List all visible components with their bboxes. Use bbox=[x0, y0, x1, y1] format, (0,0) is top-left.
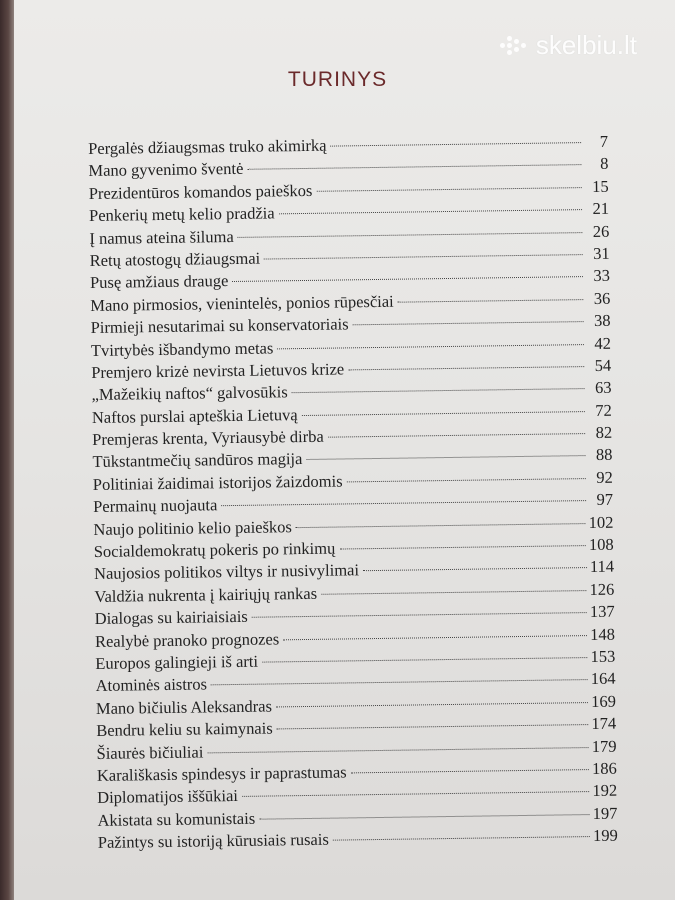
toc-entry-title: Realybė pranoko prognozes bbox=[94, 628, 280, 651]
toc-entry-title: Permainų nuojauta bbox=[93, 495, 218, 517]
dot-leader bbox=[221, 500, 586, 506]
toc-entry-title: Naujosios politikos viltys ir nusivylimai bbox=[93, 560, 360, 584]
toc-entry-page: 114 bbox=[589, 557, 615, 577]
toc-entry-page: 148 bbox=[590, 624, 616, 644]
watermark-text: skelbiu.lt bbox=[535, 30, 637, 60]
toc-entry-page: 197 bbox=[592, 803, 618, 823]
dot-leader bbox=[242, 791, 590, 797]
toc-entry-title: Naujo politinio kelio paieškos bbox=[93, 516, 293, 539]
toc-entry-title: Atominės aistros bbox=[95, 674, 208, 696]
dot-leader bbox=[279, 209, 582, 214]
toc-entry-page: 72 bbox=[595, 400, 612, 420]
toc-entry-title: Pusę amžiaus drauge bbox=[89, 271, 229, 293]
dot-leader bbox=[296, 523, 586, 528]
watermark-dots-icon bbox=[500, 36, 528, 56]
toc-entry-page: 7 bbox=[599, 131, 609, 151]
dot-leader bbox=[348, 366, 584, 370]
dot-leader bbox=[277, 724, 589, 729]
toc-entry-page: 186 bbox=[591, 758, 617, 778]
toc-entry-page: 192 bbox=[592, 781, 618, 801]
toc-entry-page: 21 bbox=[592, 198, 610, 219]
dot-leader bbox=[211, 679, 588, 685]
toc-entry-page: 169 bbox=[591, 691, 617, 711]
page-title: TURINYS bbox=[287, 68, 388, 91]
dot-leader bbox=[238, 232, 583, 238]
toc-entry-page: 174 bbox=[591, 713, 617, 734]
toc-entry-title: Socialdemokratų pokeris po rinkimų bbox=[93, 538, 336, 561]
toc-entry-page: 199 bbox=[592, 825, 618, 846]
toc-entry-page: 137 bbox=[589, 601, 615, 622]
toc-entry-title: Akistata su komunistais bbox=[97, 808, 256, 830]
toc-entry-page: 82 bbox=[595, 422, 613, 443]
toc-entry-page: 36 bbox=[593, 288, 611, 308]
toc-entry-page: 63 bbox=[594, 378, 612, 398]
toc-entry-title: Pažintys su istoriją kūrusiais rusais bbox=[97, 829, 329, 853]
dot-leader bbox=[252, 612, 587, 618]
toc-entry-page: 38 bbox=[593, 310, 611, 331]
toc-entry-title: Tvirtybės išbandymo metas bbox=[90, 337, 274, 360]
toc-entry-title: „Mažeikių naftos“ galvosūkis bbox=[91, 382, 288, 405]
toc-entry-title: Karališkasis spindesys ir paprastumas bbox=[96, 762, 347, 785]
dot-leader bbox=[247, 165, 581, 171]
toc-entry-title: Retų atostogų džiaugsmai bbox=[89, 248, 261, 270]
toc-entry-title: Premjero krizė nevirsta Lietuvos krize bbox=[91, 359, 345, 382]
toc-entry-title: Mano gyvenimo šventė bbox=[88, 159, 244, 181]
dot-leader bbox=[277, 344, 584, 349]
dot-leader bbox=[276, 702, 588, 707]
dot-leader bbox=[264, 254, 582, 259]
toc-entry-title: Diplomatijos iššūkiai bbox=[97, 786, 239, 808]
dot-leader bbox=[353, 321, 584, 325]
dot-leader bbox=[331, 142, 582, 146]
toc-entry-page: 108 bbox=[588, 534, 614, 555]
dot-leader bbox=[339, 545, 586, 549]
dot-leader bbox=[292, 388, 585, 393]
toc-entry-page: 42 bbox=[594, 333, 612, 353]
toc-entry-title: Tūkstantmečių sandūros magija bbox=[92, 449, 303, 472]
toc-entry-page: 26 bbox=[592, 221, 610, 241]
dot-leader bbox=[259, 814, 590, 820]
toc-entry-page: 15 bbox=[592, 176, 609, 196]
toc-entry-page: 31 bbox=[593, 243, 610, 263]
dot-leader bbox=[347, 478, 586, 482]
toc-entry-title: Į namus ateina šiluma bbox=[89, 226, 234, 248]
table-of-contents bbox=[88, 131, 618, 855]
dot-leader bbox=[316, 187, 581, 192]
toc-entry-title: Naftos purslai apteškia Lietuvą bbox=[91, 404, 298, 427]
toc-entry-title: Europos galingieji iš arti bbox=[95, 651, 259, 673]
toc-entry-page: 88 bbox=[595, 445, 613, 465]
toc-entry-title: Valdžia nukrenta į kairiųjų rankas bbox=[94, 583, 318, 606]
dot-leader bbox=[321, 590, 587, 595]
dot-leader bbox=[283, 635, 587, 640]
book-spine-shadow bbox=[0, 0, 14, 900]
toc-entry-page: 54 bbox=[594, 355, 612, 375]
toc-entry-title: Mano bičiulis Aleksandras bbox=[95, 696, 273, 718]
toc-entry-page: 97 bbox=[596, 489, 614, 510]
dot-leader bbox=[302, 411, 585, 416]
dot-leader bbox=[262, 657, 588, 663]
toc-entry-page: 179 bbox=[591, 736, 617, 756]
dot-leader bbox=[232, 276, 583, 282]
toc-entry-page: 126 bbox=[589, 579, 615, 599]
dot-leader bbox=[398, 299, 584, 303]
toc-entry-title: Mano pirmosios, vienintelės, ponios rūpesčiai bbox=[90, 291, 394, 315]
dot-leader bbox=[328, 433, 585, 438]
site-watermark bbox=[500, 30, 637, 61]
toc-entry-page: 153 bbox=[590, 646, 616, 667]
dot-leader bbox=[306, 456, 585, 461]
toc-entry-page: 164 bbox=[590, 669, 616, 689]
toc-entry-title: Premjeras krenta, Vyriausybė dirba bbox=[92, 426, 324, 450]
toc-entry-title: Prezidentūros komandos paieškos bbox=[88, 180, 313, 203]
toc-entry-title: Dialogas su kairiaisiais bbox=[94, 607, 248, 629]
toc-entry-title: Pergalės džiaugsmas truko akimirką bbox=[88, 135, 327, 158]
dot-leader bbox=[363, 567, 587, 571]
toc-entry-page: 8 bbox=[600, 154, 609, 174]
dot-leader bbox=[351, 769, 589, 773]
dot-leader bbox=[333, 836, 590, 841]
toc-entry-title: Pirmieji nesutarimai su konservatoriais bbox=[90, 314, 349, 338]
toc-entry-title: Bendru keliu su kaimynais bbox=[96, 718, 273, 741]
dot-leader bbox=[207, 747, 588, 753]
toc-entry-title: Penkerių metų kelio pradžia bbox=[88, 203, 275, 226]
toc-entry-title: Šiaurės bičiuliai bbox=[96, 741, 204, 763]
toc-entry-title: Politiniai žaidimai istorijos žaizdomis bbox=[92, 471, 343, 494]
toc-entry-page: 33 bbox=[593, 266, 611, 286]
toc-entry-page: 102 bbox=[588, 512, 614, 532]
toc-entry-page: 92 bbox=[596, 467, 613, 487]
